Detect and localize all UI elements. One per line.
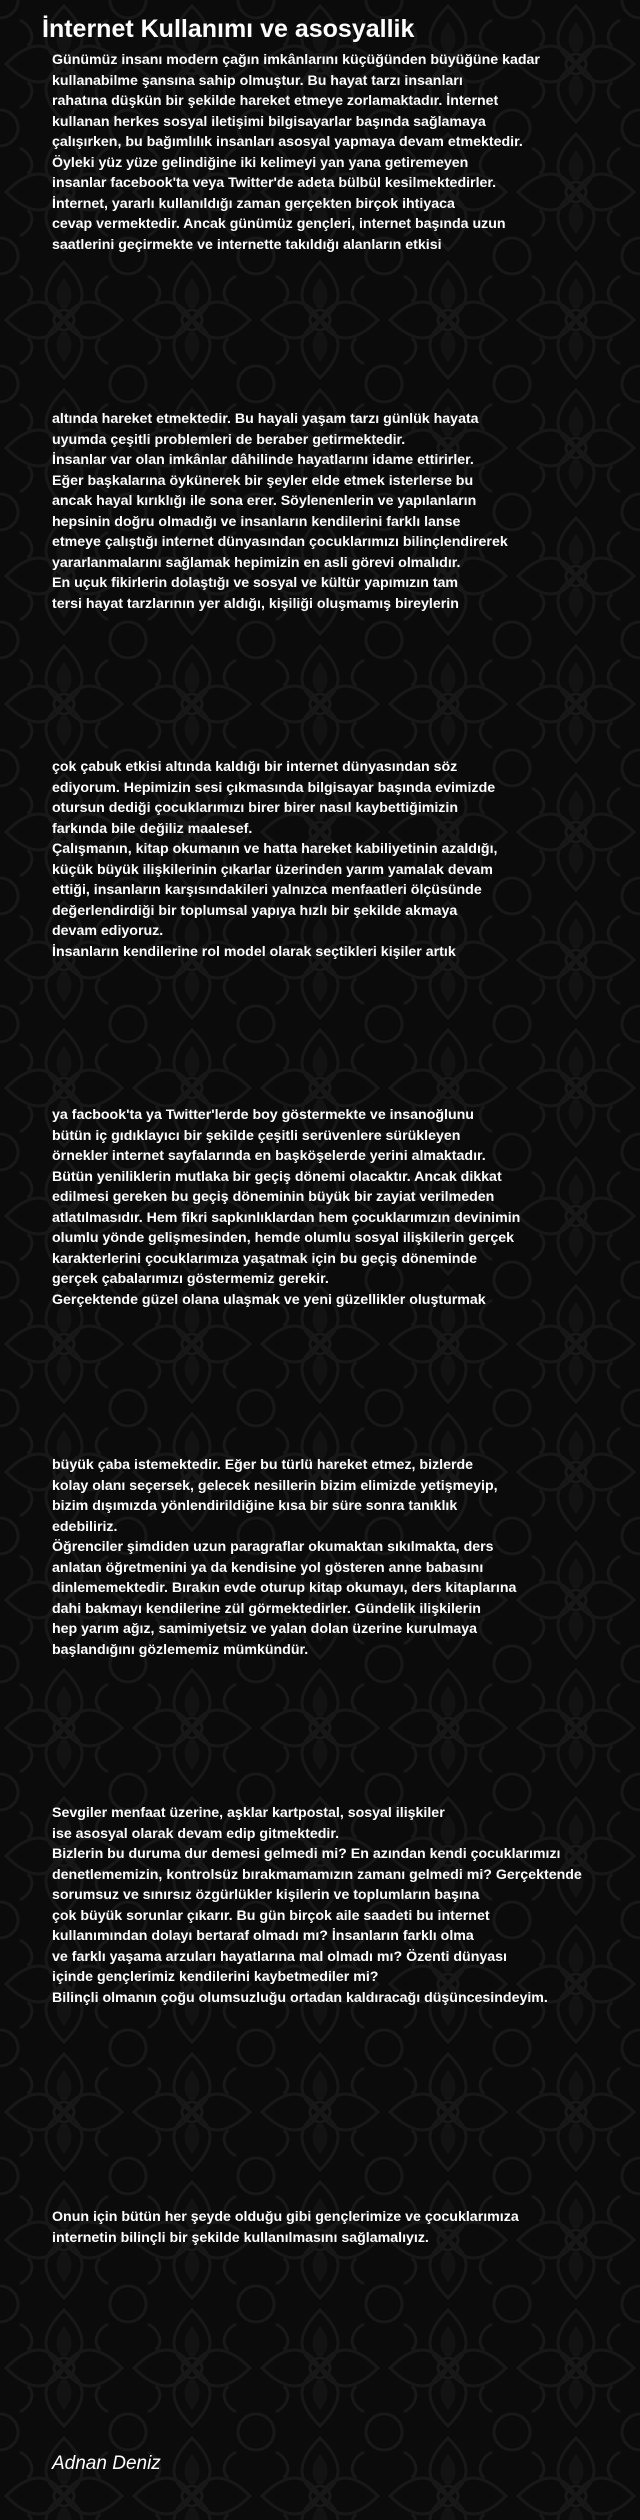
stanza-5 (52, 1455, 516, 1660)
poem-line: çok büyük sorunlar çıkarır. Bu gün birçok aile saadeti bu internet (52, 1907, 490, 1924)
poem-line: rahatına düşkün bir şekilde hareket etmeye zorlamaktadır. İnternet (52, 93, 499, 109)
poem-line: Günümüz insanı modern çağın imkânlarını küçüğünden büyüğüne kadar (52, 52, 540, 68)
poem-line: saatlerini geçirmekte ve internette takıldığı alanların etkisi (52, 236, 442, 253)
poem-line: çalışırken, bu bağımlılık insanları asosyal yapmaya devam etmektedir. (52, 134, 523, 150)
poem-line: devam ediyoruz. (52, 923, 164, 939)
poem-line: ediyorum. Hepimizin sesi çıkmasında bilgisayar başında evimizde (52, 779, 496, 796)
poem-line: ise asosyal olarak devam edip gitmektedir. (52, 1825, 340, 1842)
poem-line: karakterlerini çocuklarımıza yaşatmak için bu geçiş döneminde (52, 1250, 478, 1267)
poem-line: küçük büyük ilişkilerinin çıkarlar üzerinden yarım yamalak devam (52, 861, 493, 878)
poem-line: bütün iç gıdıklayıcı bir şekilde çeşitli serüvenlere sürükleyen (52, 1127, 461, 1144)
poem-line: otursun dediği çocuklarımızı birer birer nasıl kaybettiğimizin (52, 800, 459, 816)
poem-line: değerlendirdiği bir toplumsal yapıya hızlı bir şekilde akmaya (52, 902, 458, 919)
poem-line: yararlanmalarını sağlamak hepimizin en asli görevi olmalıdır. (52, 554, 461, 571)
poem-line: internetin bilinçli bir şekilde kullanılmasını sağlamalıyız. (52, 2229, 429, 2246)
stanza-6 (52, 1803, 582, 2008)
poem-line: En uçuk fikirlerin dolaştığı ve sosyal ve kültür yapımızın tam (52, 575, 459, 591)
poem-line: büyük çaba istemektedir. Eğer bu türlü hareket etmez, bizlerde (52, 1457, 474, 1473)
poem-line: örnekler internet sayfalarında en başköşelerde yerini almaktadır. (52, 1148, 486, 1164)
poem-line: etmeye çalıştığı internet dünyasından çocuklarımızı bilinçlendirerek (52, 534, 508, 550)
poem-line: edilmesi gereken bu geçiş döneminin büyük bir zayiat verilmeden (52, 1189, 495, 1205)
poem-line: farkında bile değiliz maalesef. (52, 820, 253, 837)
poem-line: Sevgiler menfaat üzerine, aşklar kartpostal, sosyal ilişkiler (52, 1805, 445, 1821)
poem-line: edebiliriz. (52, 1518, 118, 1535)
poem-line: kolay olanı seçersek, gelecek nesillerin bizim elimizde yetişmeyip, (52, 1477, 498, 1494)
stanza-4 (52, 1105, 520, 1310)
poem-line: İnsanların kendilerine rol model olarak seçtikleri kişiler artık (52, 943, 456, 960)
poem-line: dinlememektedir. Bırakın evde oturup kitap okumayı, ders kitaplarına (52, 1580, 517, 1596)
poem-line: atlatılmasıdır. Hem fikri sapkınlıklardan hem çocuklarımızın devinimin (52, 1209, 521, 1226)
poem-line: ancak hayal kırıklığı ile sona erer. Söylenenlerin ve yapılanların (52, 493, 477, 509)
poem-line: cevap vermektedir. Ancak günümüz gençleri, internet başında uzun (52, 216, 506, 232)
stanza-7 (52, 2207, 519, 2248)
poem-line: çok çabuk etkisi altında kaldığı bir internet dünyasından söz (52, 759, 458, 775)
poem-line: insanlar facebook'ta veya Twitter'de adeta bülbül kesilmektedirler. (52, 175, 497, 191)
poem-line: Bilinçli olmanın çoğu olumsuzluğu ortadan kaldıracağı düşüncesindeyim. (52, 1989, 548, 2006)
poem-line: ve farklı yaşama arzuları hayatlarına mal olmadı mı? Özenti dünyası (52, 1948, 507, 1965)
poem-line: Öyleki yüz yüze gelindiğine iki kelimeyi yan yana getiremeyen (52, 154, 469, 171)
poem-line: İnsanlar var olan imkânlar dâhilinde hayatlarını idame ettirirler. (52, 452, 474, 468)
author-signature: Adnan Deniz (52, 2453, 161, 2474)
poem-line: altında hareket etmektedir. Bu hayali yaşam tarzı günlük hayata (52, 411, 479, 427)
poem-line: içinde gençlerimiz kendilerini kaybetmediler mi? (52, 1969, 379, 1985)
poem-title: İnternet Kullanımı ve asosyallik (42, 15, 415, 43)
poem-line: dahi bakmayı kendilerine zül görmektedirler. Gündelik ilişkilerin (52, 1600, 481, 1617)
poem-line: hep yarım ağız, samimiyetsiz ve yalan dolan üzerine kurulmaya (52, 1621, 478, 1637)
poem-line: kullanımından dolayı bertaraf olmadı mı? İnsanların farklı olma (52, 1928, 474, 1944)
poem-line: Gerçektende güzel olana ulaşmak ve yeni güzellikler oluşturmak (52, 1291, 486, 1308)
poem-line: Bütün yeniliklerin mutlaka bir geçiş dönemi olacaktır. Ancak dikkat (52, 1168, 502, 1185)
stanza-1 (52, 50, 540, 255)
poem-line: kullanan herkes sosyal iletişimi bilgisayarlar başında sağlamaya (52, 113, 486, 130)
poem-line: başlandığını gözlememiz mümkündür. (52, 1641, 309, 1658)
poem-line: denetlememizin, kontrolsüz bırakmamamızın zamanı gelmedi mi? Gerçektende (52, 1866, 582, 1883)
stanza-3 (52, 757, 497, 962)
poem-line: ya facbook'ta ya Twitter'lerde boy göstermekte ve insanoğlunu (52, 1107, 474, 1123)
poem-line: anlatan öğretmenini ya da kendisine yol gösteren anne babasını (52, 1559, 484, 1576)
poem-line: bizim dışımızda yönlendirildiğine kısa bir süre sonra tanıklık (52, 1498, 458, 1514)
poem-line: Öğrenciler şimdiden uzun paragraflar okumaktan sıkılmakta, ders (52, 1539, 494, 1555)
poem-line: gerçek çabalarımızı göstermemiz gerekir. (52, 1271, 329, 1287)
stanza-2 (52, 409, 508, 614)
poem-line: İnternet, yararlı kullanıldığı zaman gerçekten birçok ihtiyaca (52, 195, 455, 212)
poem-line: Çalışmanın, kitap okumanın ve hatta hareket kabiliyetinin azaldığı, (52, 841, 498, 857)
poem-line: Onun için bütün her şeyde olduğu gibi gençlerimize ve çocuklarımıza (52, 2209, 519, 2225)
poem-line: sorumsuz ve sınırsız özgürlükler kişilerin ve toplumların başına (52, 1887, 480, 1903)
poem-line: olumlu yönde gelişmesinden, hemde olumlu sosyal ilişkilerin gerçek (52, 1230, 515, 1246)
poem-line: Bizlerin bu duruma dur demesi gelmedi mi? En azından kendi çocuklarımızı (52, 1846, 561, 1862)
poem-line: uyumda çeşitli problemleri de beraber getirmektedir. (52, 431, 406, 448)
poem-line: tersi hayat tarzlarının yer aldığı, kişiliği oluşmamış bireylerin (52, 595, 459, 612)
poem-line: ettiği, insanların karşısındakileri yalnızca menfaatleri ölçüsünde (52, 882, 482, 898)
poem-line: Eğer başkalarına öykünerek bir şeyler elde etmek isterlerse bu (52, 472, 474, 489)
poem-line: hepsinin doğru olmadığı ve insanların kendilerini farklı lanse (52, 513, 461, 530)
poem-line: kullanabilme şansına sahip olmuştur. Bu hayat tarzı insanları (52, 72, 463, 89)
